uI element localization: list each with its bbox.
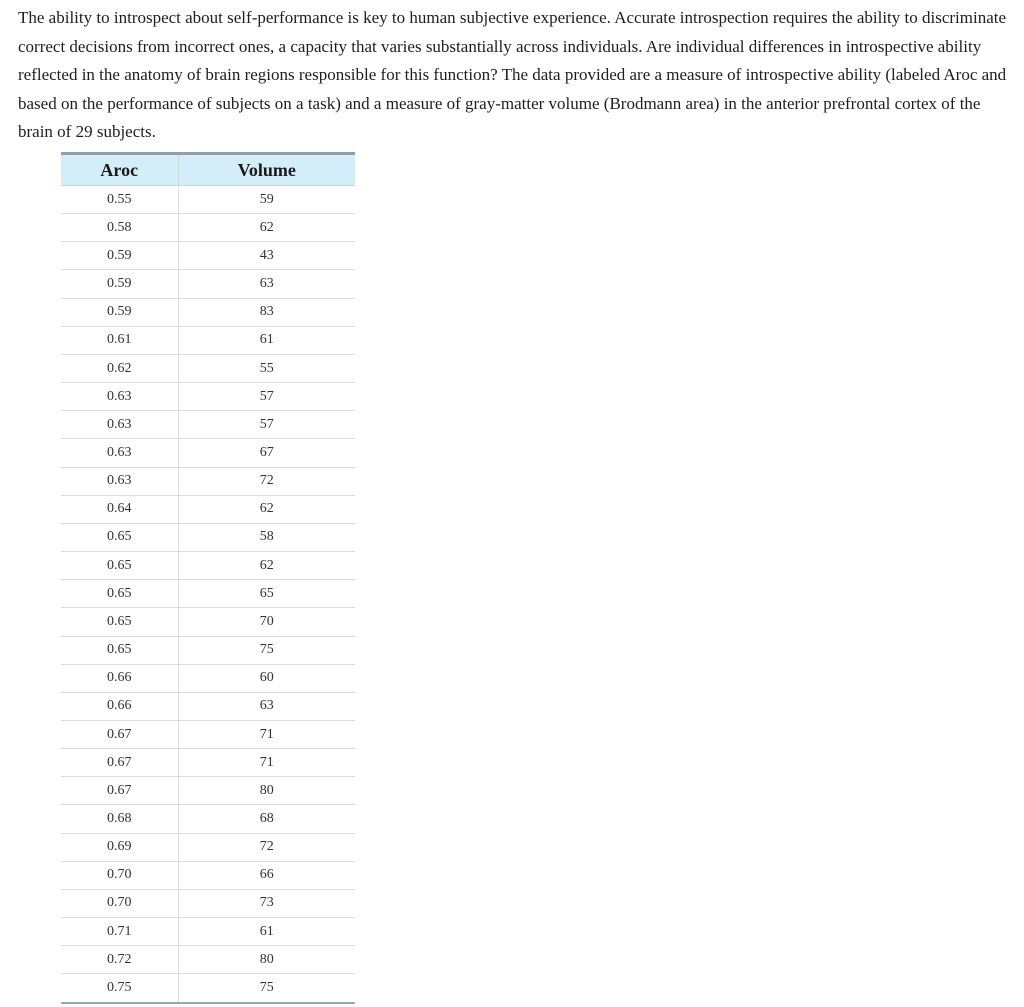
cell-volume: 72	[178, 833, 355, 861]
cell-aroc: 0.68	[61, 805, 178, 833]
cell-aroc: 0.70	[61, 889, 178, 917]
table-row	[61, 918, 355, 946]
table-row	[61, 805, 355, 833]
cell-volume: 55	[178, 354, 355, 382]
cell-aroc: 0.69	[61, 833, 178, 861]
cell-aroc: 0.65	[61, 523, 178, 551]
table-row	[61, 495, 355, 523]
table-row	[61, 861, 355, 889]
cell-aroc: 0.67	[61, 777, 178, 805]
cell-aroc: 0.75	[61, 974, 178, 1003]
table-row	[61, 692, 355, 720]
cell-volume: 60	[178, 664, 355, 692]
cell-aroc: 0.70	[61, 861, 178, 889]
table-row	[61, 439, 355, 467]
table-body	[61, 186, 355, 1003]
cell-aroc: 0.59	[61, 298, 178, 326]
cell-aroc: 0.65	[61, 608, 178, 636]
cell-aroc: 0.65	[61, 552, 178, 580]
table-row	[61, 354, 355, 382]
cell-aroc: 0.58	[61, 214, 178, 242]
table-row	[61, 833, 355, 861]
cell-aroc: 0.67	[61, 720, 178, 748]
cell-volume: 80	[178, 777, 355, 805]
table-row	[61, 383, 355, 411]
cell-aroc: 0.72	[61, 946, 178, 974]
cell-volume: 72	[178, 467, 355, 495]
table-header-row	[61, 154, 355, 186]
column-header-volume: Volume	[178, 154, 355, 186]
table-row	[61, 946, 355, 974]
cell-aroc: 0.71	[61, 918, 178, 946]
cell-aroc: 0.63	[61, 411, 178, 439]
cell-volume: 73	[178, 889, 355, 917]
table-row	[61, 749, 355, 777]
column-header-aroc: Aroc	[61, 154, 178, 186]
table-row	[61, 523, 355, 551]
cell-aroc: 0.62	[61, 354, 178, 382]
problem-statement: The ability to introspect about self-performance is key to human subjective experience. Accurate introspection requires the ability to discriminate correct decisions from incorrect ones, a capacity that varies substantially across individuals. Are individual differences in introspective ability reflected in the anatomy of brain regions responsible for this function? The data provided are a measure of introspective ability (labeled Aroc and based on the performance of subjects on a task) and a measure of gray-matter volume (Brodmann area) in the anterior prefrontal cortex of the brain of 29 subjects.	[18, 8, 1007, 141]
cell-aroc: 0.55	[61, 186, 178, 214]
cell-aroc: 0.59	[61, 270, 178, 298]
cell-volume: 70	[178, 608, 355, 636]
cell-volume: 57	[178, 383, 355, 411]
cell-aroc: 0.65	[61, 636, 178, 664]
table-row	[61, 298, 355, 326]
cell-volume: 63	[178, 270, 355, 298]
table-row	[61, 580, 355, 608]
cell-volume: 62	[178, 552, 355, 580]
cell-aroc: 0.67	[61, 749, 178, 777]
cell-aroc: 0.65	[61, 580, 178, 608]
cell-volume: 61	[178, 326, 355, 354]
cell-aroc: 0.63	[61, 383, 178, 411]
cell-aroc: 0.59	[61, 242, 178, 270]
cell-volume: 68	[178, 805, 355, 833]
data-table	[61, 152, 355, 1004]
table-row	[61, 608, 355, 636]
cell-volume: 83	[178, 298, 355, 326]
table-row	[61, 214, 355, 242]
cell-aroc: 0.66	[61, 664, 178, 692]
cell-volume: 61	[178, 918, 355, 946]
table-row	[61, 664, 355, 692]
cell-volume: 75	[178, 636, 355, 664]
table-row	[61, 270, 355, 298]
cell-volume: 63	[178, 692, 355, 720]
table-row	[61, 777, 355, 805]
table-row	[61, 636, 355, 664]
cell-aroc: 0.63	[61, 467, 178, 495]
cell-aroc: 0.64	[61, 495, 178, 523]
cell-volume: 65	[178, 580, 355, 608]
table-row	[61, 552, 355, 580]
table-row	[61, 242, 355, 270]
cell-aroc: 0.63	[61, 439, 178, 467]
cell-aroc: 0.66	[61, 692, 178, 720]
cell-volume: 71	[178, 749, 355, 777]
cell-volume: 58	[178, 523, 355, 551]
table-row	[61, 467, 355, 495]
cell-volume: 62	[178, 214, 355, 242]
cell-volume: 80	[178, 946, 355, 974]
cell-volume: 59	[178, 186, 355, 214]
cell-volume: 71	[178, 720, 355, 748]
cell-aroc: 0.61	[61, 326, 178, 354]
cell-volume: 66	[178, 861, 355, 889]
table-row	[61, 186, 355, 214]
cell-volume: 62	[178, 495, 355, 523]
table-row	[61, 974, 355, 1003]
table-row	[61, 889, 355, 917]
cell-volume: 57	[178, 411, 355, 439]
table-row	[61, 411, 355, 439]
cell-volume: 43	[178, 242, 355, 270]
table-row	[61, 720, 355, 748]
cell-volume: 67	[178, 439, 355, 467]
table-row	[61, 326, 355, 354]
cell-volume: 75	[259, 979, 274, 995]
